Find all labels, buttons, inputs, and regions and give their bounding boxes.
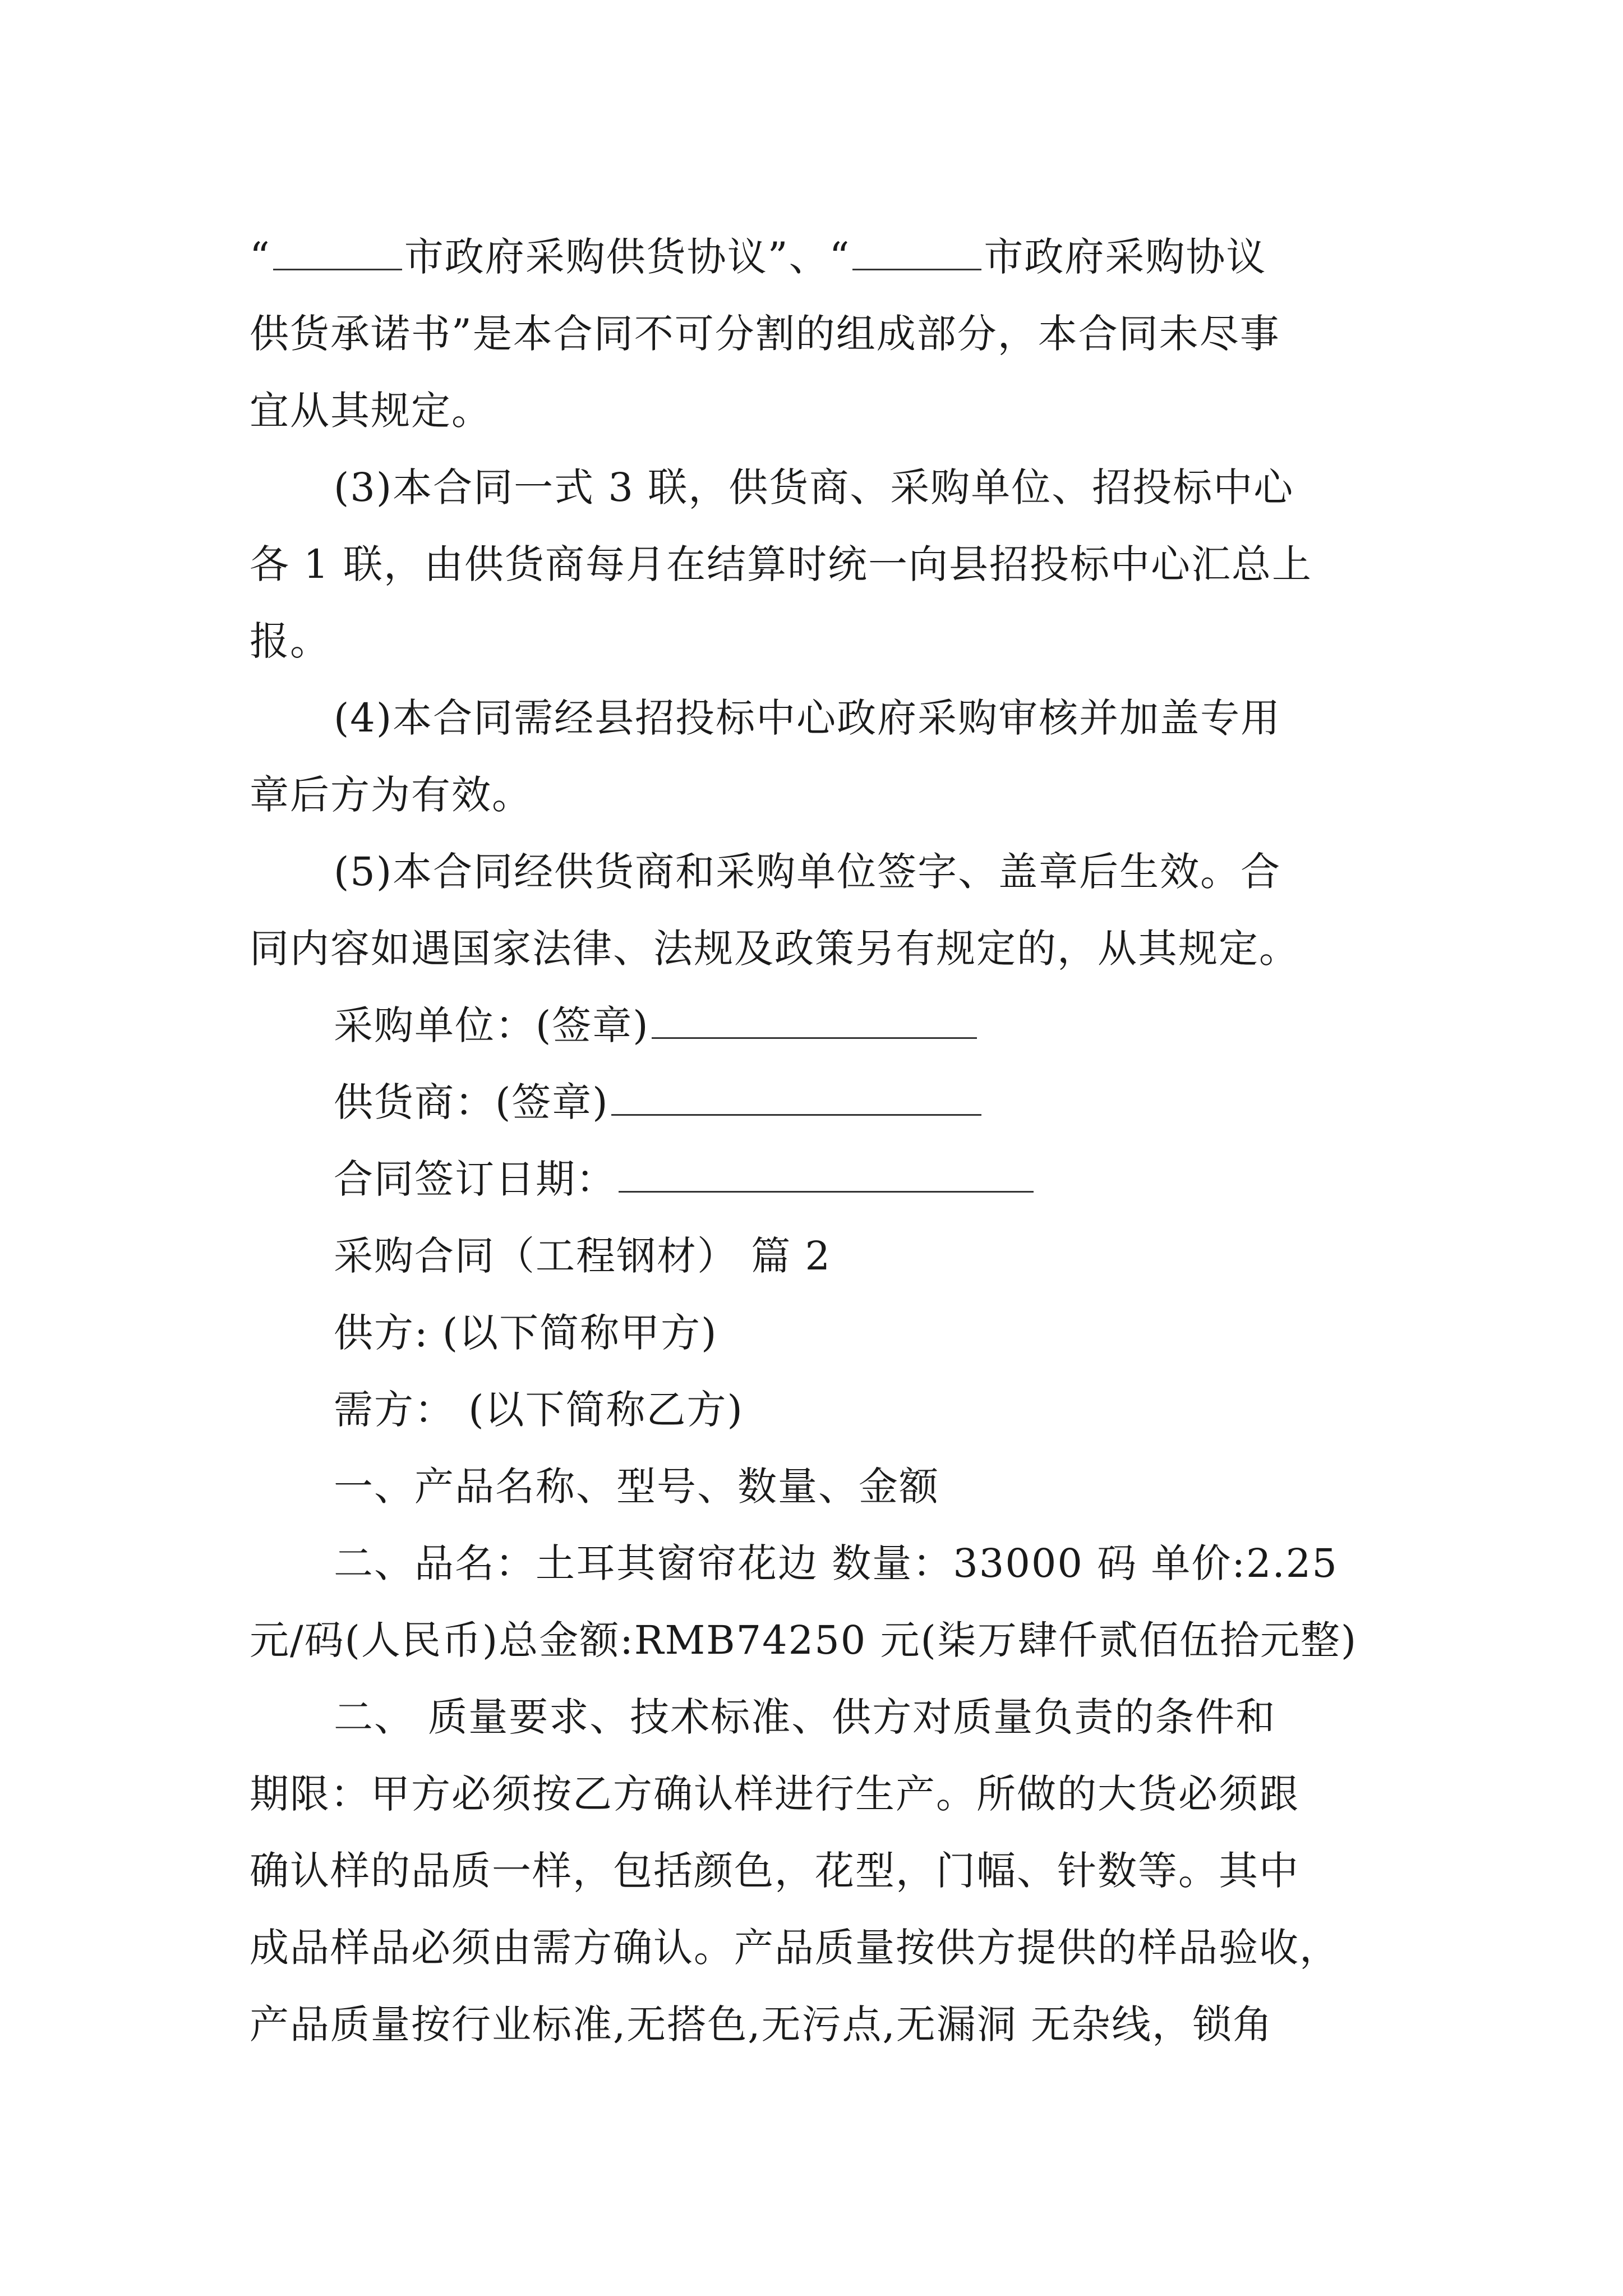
text-fragment: 市政府采购供货协议”、“ xyxy=(404,234,851,280)
date-blank xyxy=(619,1157,1034,1193)
text-line: 宜从其规定。 xyxy=(250,388,492,434)
signature-label: 合同签订日期： xyxy=(334,1156,616,1202)
paragraph-clause-5-cont xyxy=(250,910,1388,987)
text-line xyxy=(250,1064,1388,1141)
text-line xyxy=(250,219,1388,296)
text-line: 确认样的品质一样，包括颜色，花型，门幅、针数等。其中 xyxy=(250,1848,1299,1894)
blank-line xyxy=(273,235,402,270)
text-line: 产品质量按行业标准,无搭色,无污点,无漏洞 无杂线，锁角 xyxy=(250,2001,1274,2047)
document-body xyxy=(250,219,1388,2063)
text-line: 供方: (以下简称甲方) xyxy=(334,1310,718,1356)
signature-blank xyxy=(652,1004,977,1039)
paragraph-clause-5 xyxy=(250,834,1388,910)
text-line: (4)本合同需经县招投标中心政府采购审核并加盖专用 xyxy=(334,695,1281,741)
paragraph-quality-cont xyxy=(250,1756,1388,2063)
text-line: 报。 xyxy=(250,618,330,664)
section-title xyxy=(250,1218,1388,1295)
text-fragment: “ xyxy=(250,234,271,280)
signature-date xyxy=(250,1141,1388,1218)
text-line: 同内容如遇国家法律、法规及政策另有规定的，从其规定。 xyxy=(250,926,1299,972)
party-b xyxy=(250,1372,1388,1448)
signature-label: 采购单位：(签章) xyxy=(334,1002,649,1048)
paragraph-product-details-cont xyxy=(250,1602,1388,1679)
text-line: 一、产品名称、型号、数量、金额 xyxy=(334,1464,939,1510)
paragraph-agreement-parts xyxy=(250,219,1388,449)
party-a xyxy=(250,1295,1388,1372)
signature-blank xyxy=(611,1080,981,1116)
paragraph-quality xyxy=(250,1679,1388,1756)
text-line: 二、 质量要求、技术标准、供方对质量负责的条件和 xyxy=(334,1694,1276,1740)
paragraph-clause-4-cont xyxy=(250,757,1388,834)
text-line: 元/码(人民币)总金额:RMB74250 元(柒万肆仟贰佰伍拾元整) xyxy=(250,1617,1358,1663)
paragraph-clause-4 xyxy=(250,680,1388,757)
paragraph-clause-3 xyxy=(250,449,1388,526)
text-line xyxy=(250,987,1388,1064)
text-line: 各 1 联，由供货商每月在结算时统一向县招投标中心汇总上 xyxy=(250,541,1313,587)
blank-line xyxy=(852,235,981,270)
paragraph-clause-3-cont xyxy=(250,526,1388,680)
text-fragment: 市政府采购协议 xyxy=(984,234,1267,280)
text-line: 成品样品必须由需方确认。产品质量按供方提供的样品验收， xyxy=(250,1925,1340,1971)
text-line: (3)本合同一式 3 联，供货商、采购单位、招投标中心 xyxy=(334,464,1294,510)
item-product-heading xyxy=(250,1448,1388,1525)
signature-buyer xyxy=(250,987,1388,1064)
text-line xyxy=(250,1141,1388,1218)
text-line: 采购合同（工程钢材） 篇 2 xyxy=(334,1233,832,1279)
signature-label: 供货商：(签章) xyxy=(334,1079,609,1125)
text-line: 章后方为有效。 xyxy=(250,772,532,818)
text-line: (5)本合同经供货商和采购单位签字、盖章后生效。合 xyxy=(334,849,1281,895)
paragraph-product-details xyxy=(250,1525,1388,1602)
text-line: 期限：甲方必须按乙方确认样进行生产。所做的大货必须跟 xyxy=(250,1771,1299,1817)
text-line: 二、品名：土耳其窗帘花边 数量：33000 码 单价:2.25 xyxy=(334,1540,1338,1586)
text-line: 供货承诺书”是本合同不可分割的组成部分，本合同未尽事 xyxy=(250,311,1280,357)
text-line: 需方： (以下简称乙方) xyxy=(334,1387,744,1433)
signature-supplier xyxy=(250,1064,1388,1141)
